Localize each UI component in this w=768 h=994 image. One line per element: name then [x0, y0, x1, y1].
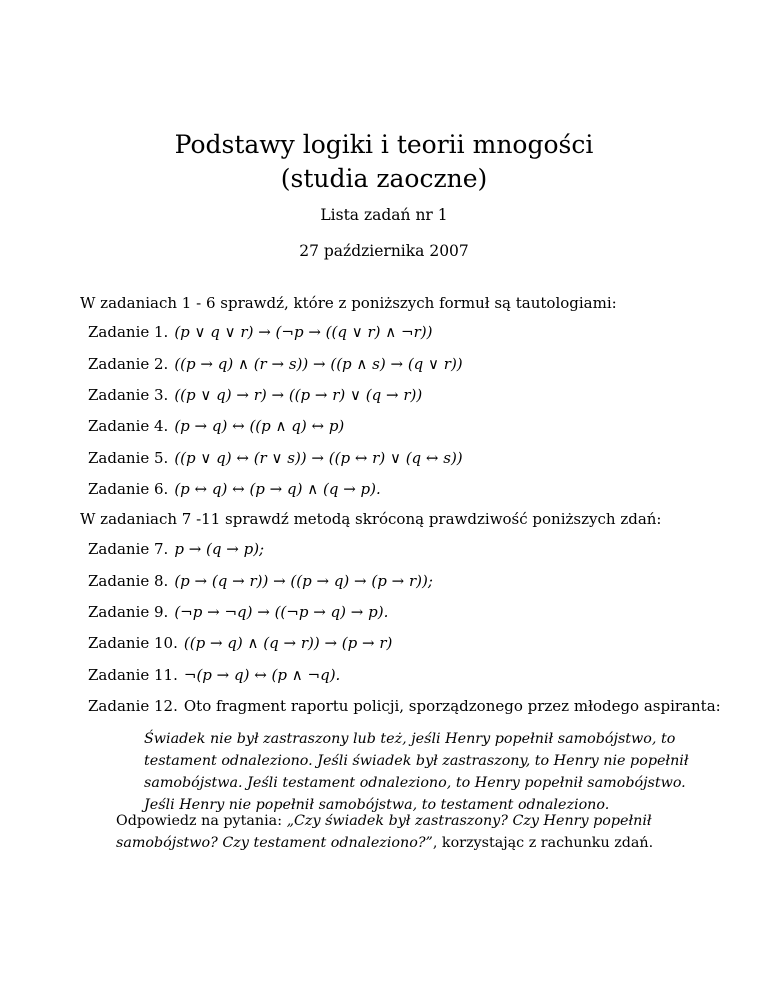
task-3 — [88, 386, 422, 404]
task-label: Zadanie 1. — [88, 323, 169, 341]
task-12-question — [116, 810, 716, 854]
section1-intro: W zadaniach 1 - 6 sprawdź, które z poniższych formuł są tautologiami: — [80, 294, 617, 312]
list-number: Lista zadań nr 1 — [320, 206, 448, 224]
task-formula: ((p → q) ∧ (q → r)) → (p → r) — [183, 634, 393, 652]
task-label: Zadanie 9. — [88, 603, 169, 621]
task-formula: (p ↔ q) ↔ (p → q) ∧ (q → p). — [174, 480, 381, 498]
title-line-2: (studia zaoczne) — [280, 164, 488, 193]
section2-intro: W zadaniach 7 -11 sprawdź metodą skróconą prawdziwość poniższych zdań: — [80, 510, 662, 528]
task-label: Zadanie 12. — [88, 697, 178, 715]
task-9 — [88, 603, 388, 621]
task-formula: ¬(p → q) ↔ (p ∧ ¬q). — [183, 666, 341, 684]
task-label: Zadanie 4. — [88, 417, 169, 435]
task-11 — [88, 666, 340, 684]
task-2 — [88, 355, 463, 373]
task-1 — [88, 323, 432, 341]
task-7 — [88, 540, 264, 558]
task-formula: ((p ∨ q) → r) → ((p → r) ∨ (q → r)) — [174, 386, 423, 404]
task-formula: (p → q) ↔ ((p ∧ q) ↔ p) — [174, 417, 345, 435]
task-label: Zadanie 6. — [88, 480, 169, 498]
task-label: Zadanie 8. — [88, 572, 169, 590]
task-label: Zadanie 5. — [88, 449, 169, 467]
task-formula: ((p → q) ∧ (r → s)) → ((p ∧ s) → (q ∨ r)) — [174, 355, 463, 373]
task-12-text: Oto fragment raportu policji, sporządzonego przez młodego aspiranta: — [183, 697, 721, 715]
task-formula: ((p ∨ q) ↔ (r ∨ s)) → ((p ↔ r) ∨ (q ↔ s)) — [174, 449, 463, 467]
police-report-quote: Świadek nie był zastraszony lub też, jeśli Henry popełnił samobójstwo, to testament odnaleziono. Jeśli świadek był zastraszony, to Henry nie popełnił samobójstwa. Jeśli testament odnaleziono, to Henry popełnił samobójstwo. Jeśli Henry nie popełnił samobójstwa, to testament odnaleziono. — [144, 731, 689, 813]
task-label: Zadanie 7. — [88, 540, 169, 558]
task-label: Zadanie 10. — [88, 634, 178, 652]
task-label: Zadanie 11. — [88, 666, 178, 684]
task-5 — [88, 449, 463, 467]
document-title — [0, 128, 768, 196]
task-formula: p → (q → p); — [174, 540, 265, 558]
task-10 — [88, 634, 392, 652]
task-8 — [88, 572, 433, 590]
question-italic: „Czy świadek był zastraszony? Czy Henry popełnił samobójstwo? Czy testament odnaleziono?” — [116, 813, 652, 851]
task-formula: (¬p → ¬q) → ((¬p → q) → p). — [174, 603, 389, 621]
task-label: Zadanie 3. — [88, 386, 169, 404]
question-prefix: Odpowiedz na pytania: — [116, 813, 287, 829]
task-12 — [88, 697, 721, 715]
task-formula: (p ∨ q ∨ r) → (¬p → ((q ∨ r) ∧ ¬r)) — [174, 323, 433, 341]
document-date: 27 października 2007 — [299, 242, 469, 260]
question-suffix: , korzystając z rachunku zdań. — [432, 835, 654, 851]
task-4 — [88, 417, 344, 435]
task-6 — [88, 480, 381, 498]
task-formula: (p → (q → r)) → ((p → q) → (p → r)); — [174, 572, 433, 590]
title-line-1: Podstawy logiki i teorii mnogości — [174, 130, 594, 159]
task-label: Zadanie 2. — [88, 355, 169, 373]
